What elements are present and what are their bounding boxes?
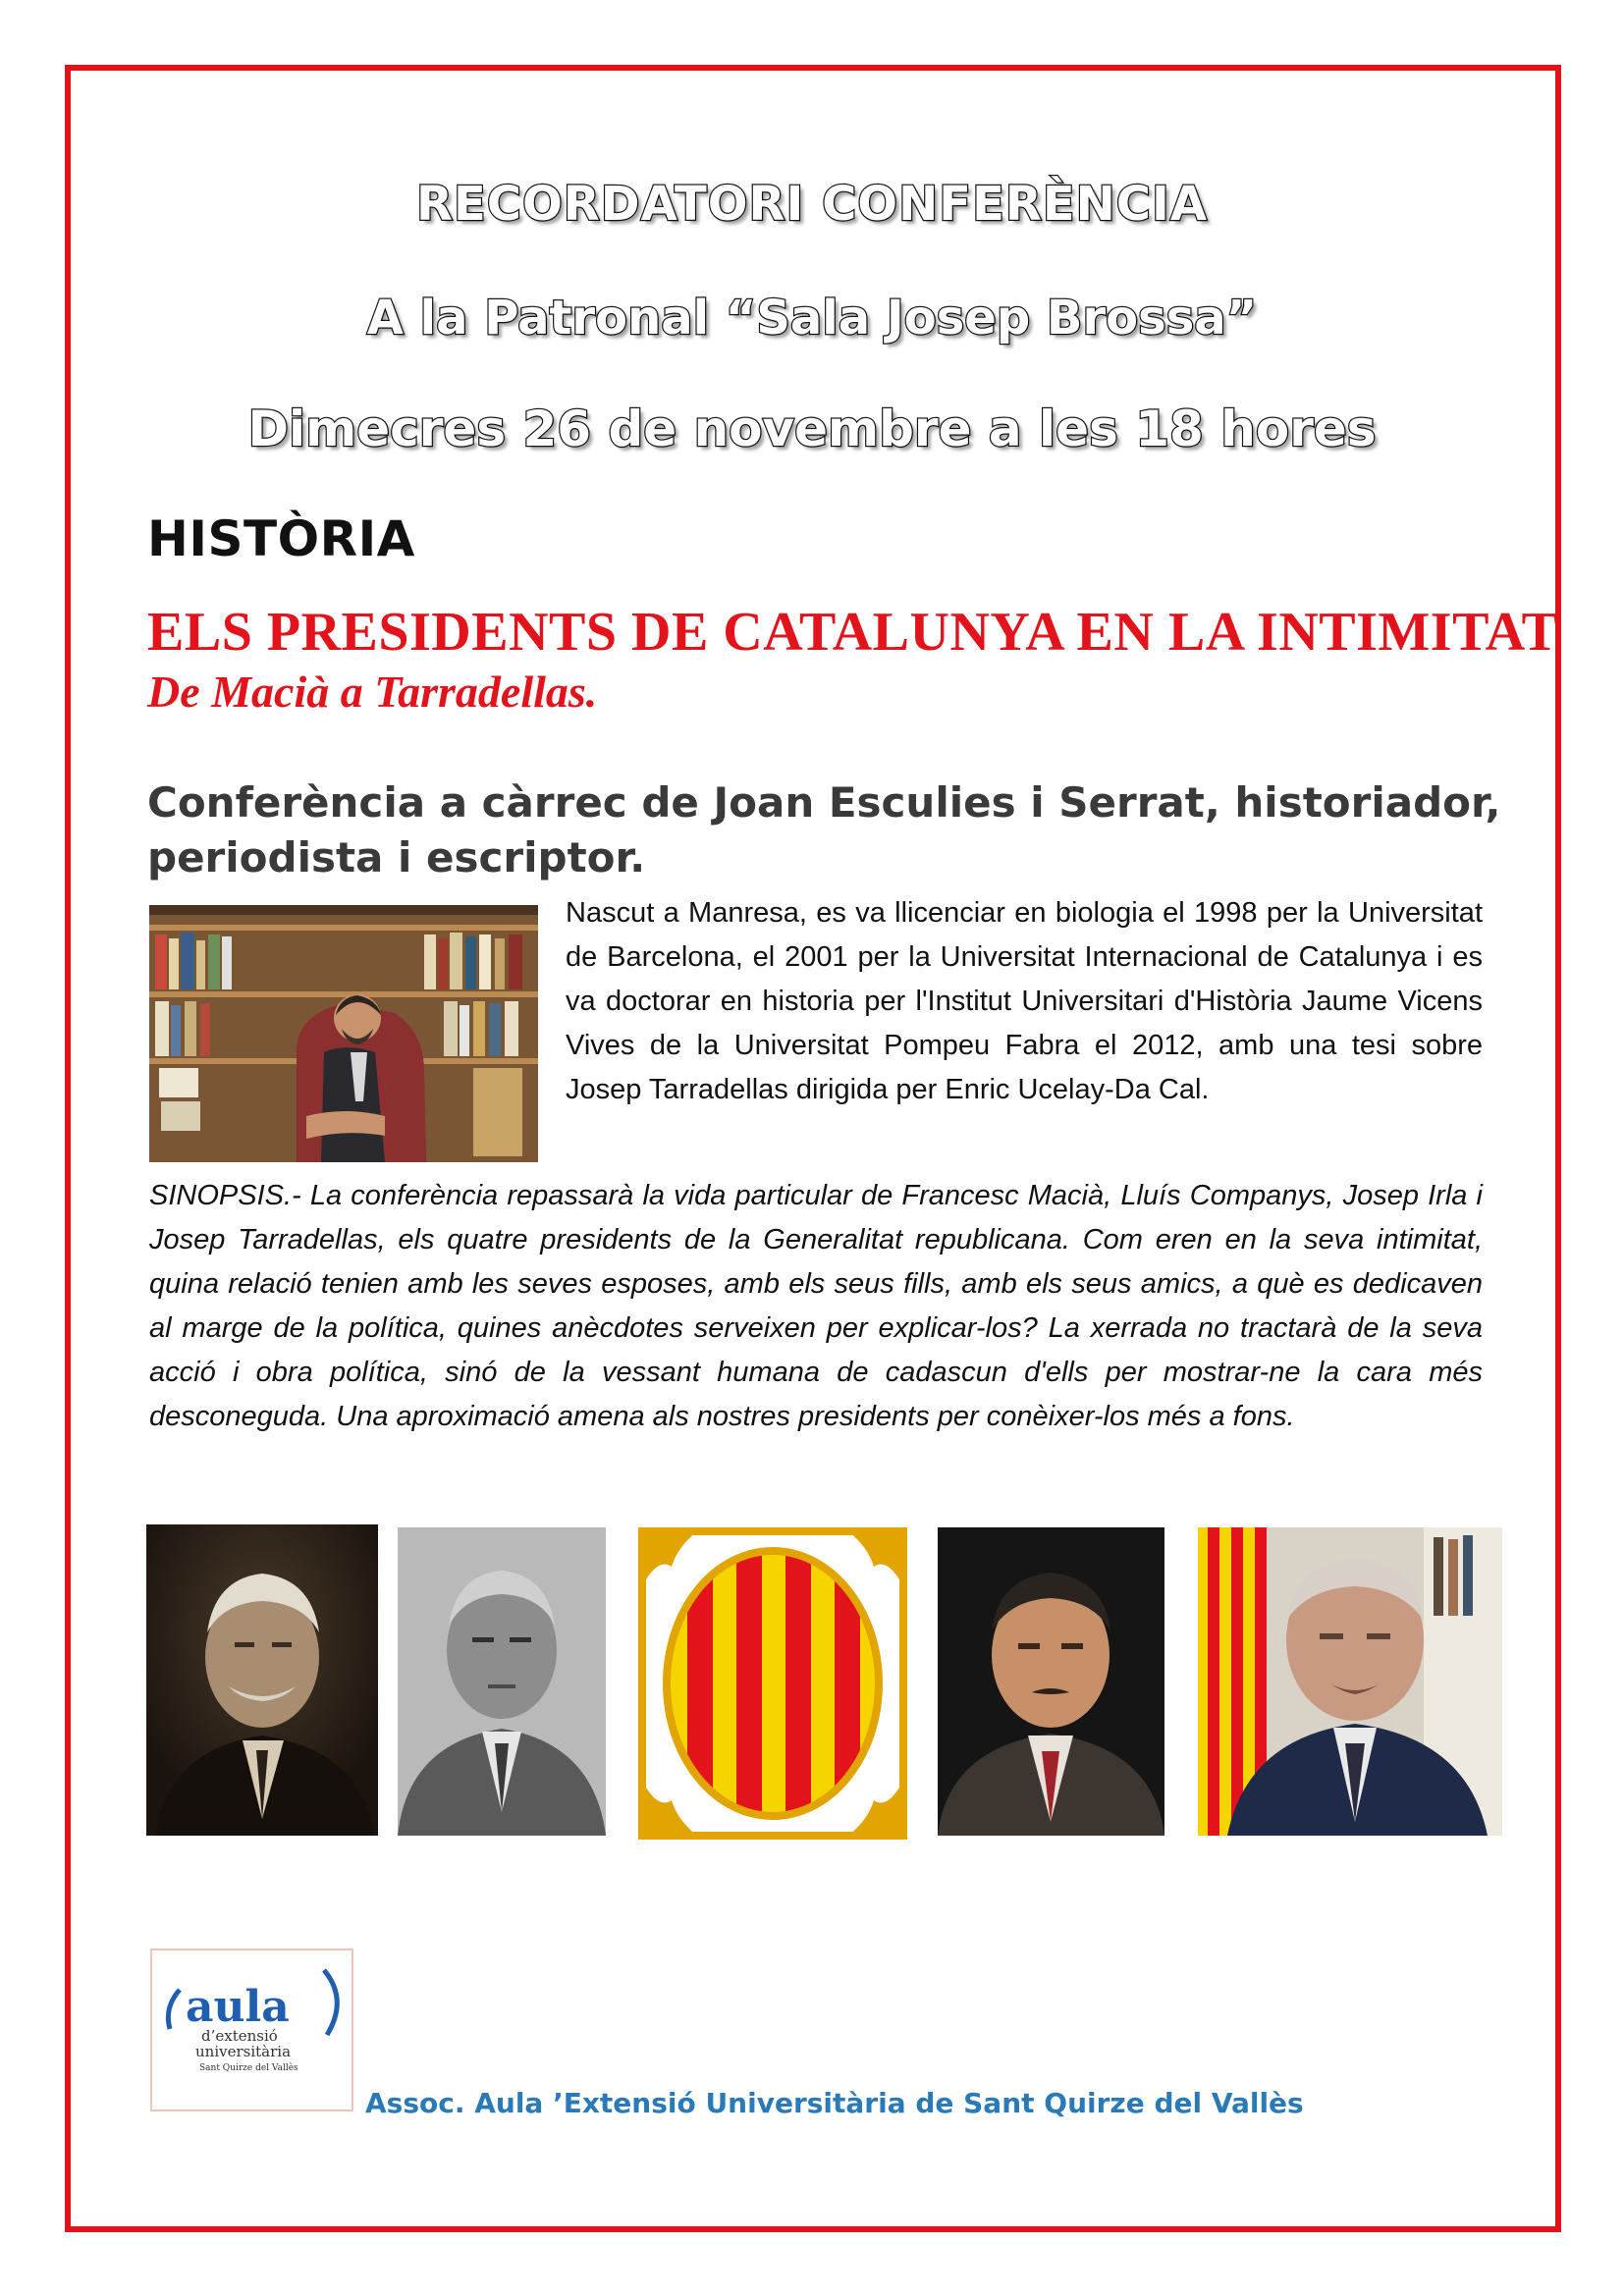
conference-title: ELS PRESIDENTS DE CATALUNYA EN LA INTIMITAT [147,602,1559,663]
portrait-companys [938,1527,1164,1836]
venue-heading: A la Patronal “Sala Josep Brossa” [366,291,1258,346]
speaker-bio: Nascut a Manresa, es va llicenciar en biologia el 1998 per la Universitat de Barcelona, el 2001 per la Universitat Internacional de Catalunya i es va doctorar en historia per l'Institut Universitari d'Història Jaume Vicens Vives de la Universitat Pompeu Fabra el 2012, amb una tesi sobre Josep Tarradellas dirigida per Enric Ucelay-Da Cal. [566,897,1483,1105]
synopsis: SINOPSIS.- La conferència repassarà la vida particular de Francesc Macià, Lluís Companys, Josep Irla i Josep Tarradellas, els quatre presidents de la Generalitat republicana. Com eren en la seva intimitat, quina relació tenien amb les seves esposes, amb els seus fills, amb els seus amics, a què es dedicaven al marge de la política, quines anècdotes serveixen per explicar-los? La xerrada no tractarà de la seva acció i obra política, sinó de la vessant humana de cadascun d'ells per mostrar-ne la cara més desconeguda. Una aproximació amena als nostres presidents per conèixer-los més a fons. [149,1180,1483,1432]
svg-text:aula: aula [186,1982,290,2032]
speaker-photo [149,905,538,1162]
portrait-irla [398,1527,606,1836]
reminder-heading: RECORDATORI CONFERÈNCIA [415,177,1209,232]
section-label: HISTÒRIA [147,510,415,567]
portrait-tarradellas [1198,1527,1502,1836]
portrait-macia [146,1524,378,1836]
svg-text:d’extensió: d’extensió [201,2027,278,2045]
speaker-line: Conferència a càrrec de Joan Esculies i Serrat, historiador, periodista i escriptor. [147,778,1501,881]
generalitat-shield-icon [638,1527,907,1840]
date-heading: Dimecres 26 de novembre a les 18 hores [247,400,1377,457]
aula-logo [150,1949,353,2111]
svg-text:Sant Quirze del Vallès: Sant Quirze del Vallès [199,2063,298,2073]
footer-association: Assoc. Aula ’Extensió Universitària de Sant Quirze del Vallès [365,2087,1304,2119]
conference-subtitle: De Macià a Tarradellas. [147,667,598,717]
svg-text:universitària: universitària [195,2043,292,2060]
